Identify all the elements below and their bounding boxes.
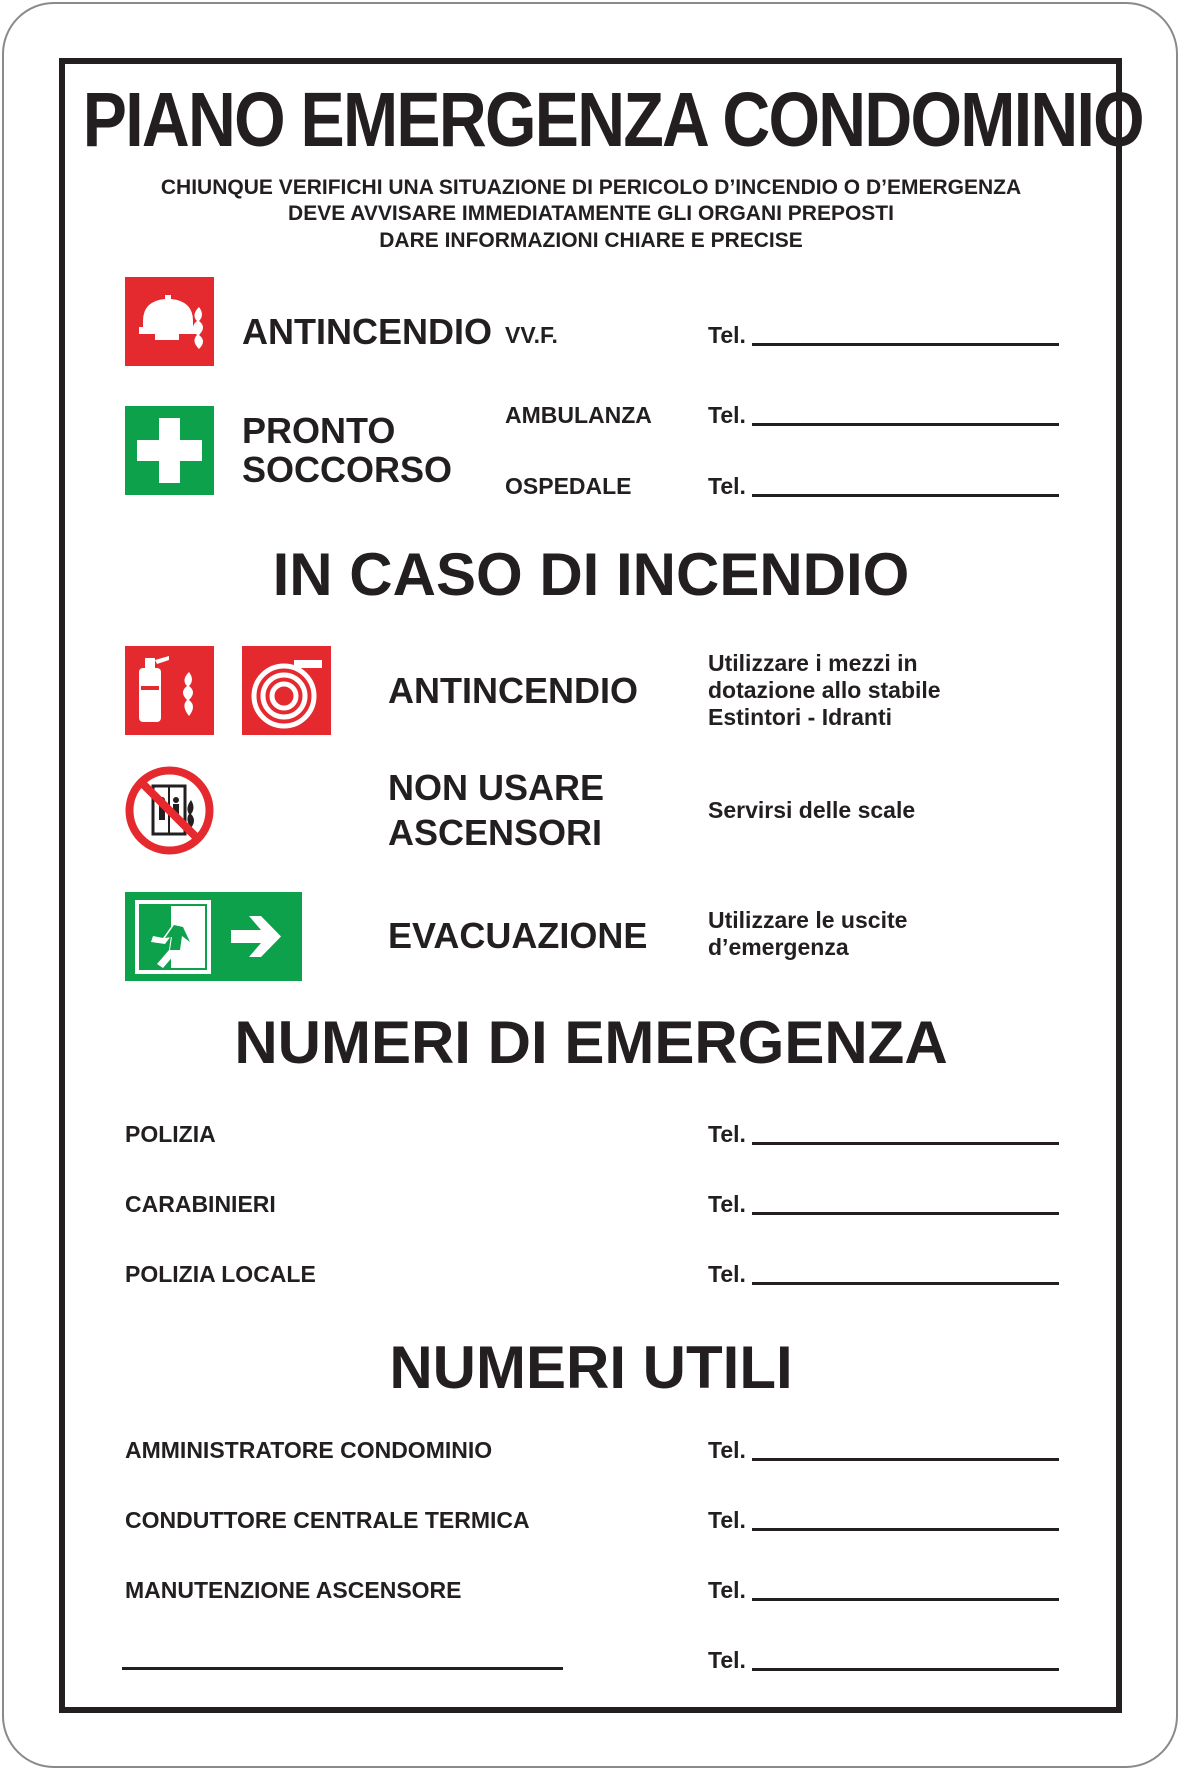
antincendio-label: ANTINCENDIO (242, 311, 492, 352)
ospedale-label: OSPEDALE (505, 473, 632, 499)
phone-blank-line (752, 1142, 1059, 1145)
pronto-label-line1: PRONTO (242, 410, 396, 451)
polizia-locale-label: POLIZIA LOCALE (125, 1261, 316, 1287)
conduttore-label: CONDUTTORE CENTRALE TERMICA (125, 1507, 530, 1533)
custom-entry-blank-line (122, 1667, 563, 1670)
tel-label: Tel. (708, 1121, 746, 1147)
ascensori-label-line2: ASCENSORI (388, 812, 603, 853)
fire-alarm-icon (125, 277, 214, 366)
ascensori-label-line1: NON USARE (388, 767, 605, 808)
carabinieri-label: CARABINIERI (125, 1191, 276, 1217)
polizia-label: POLIZIA (125, 1121, 216, 1147)
evacuazione-desc-1: Utilizzare le uscite (708, 907, 908, 933)
amministratore-label: AMMINISTRATORE CONDOMINIO (125, 1437, 493, 1463)
first-aid-icon (125, 406, 214, 495)
tel-label: Tel. (708, 1647, 746, 1673)
sign-frame (59, 58, 1143, 1713)
useful-numbers-title: NUMERI UTILI (389, 1334, 793, 1401)
manutenzione-label: MANUTENZIONE ASCENSORE (125, 1577, 462, 1603)
evacuazione-desc-2: d’emergenza (708, 934, 849, 960)
phone-blank-line (752, 1212, 1059, 1215)
intro-line-1: CHIUNQUE VERIFICHI UNA SITUAZIONE DI PERICOLO D’INCENDIO O D’EMERGENZA (160, 176, 1022, 199)
antincendio-desc-2: dotazione allo stabile (708, 677, 941, 703)
ascensori-desc: Servirsi delle scale (708, 797, 916, 823)
fire-extinguisher-icon (125, 646, 214, 735)
tel-label: Tel. (708, 1507, 746, 1533)
no-elevator-icon (125, 766, 214, 855)
tel-label: Tel. (708, 1191, 746, 1217)
page-title: PIANO EMERGENZA CONDOMINIO (82, 77, 1143, 163)
tel-label: Tel. (708, 473, 746, 499)
phone-blank-line (752, 1598, 1059, 1601)
tel-label: Tel. (708, 1261, 746, 1287)
tel-label: Tel. (708, 322, 746, 348)
phone-blank-line (752, 343, 1059, 346)
emergency-numbers-title: NUMERI DI EMERGENZA (234, 1009, 948, 1076)
intro-line-2: DEVE AVVISARE IMMEDIATAMENTE GLI ORGANI PREPOSTI (288, 202, 894, 225)
ambulanza-label: AMBULANZA (505, 402, 652, 428)
pronto-label-line2: SOCCORSO (242, 449, 453, 490)
vvf-label: VV.F. (505, 322, 558, 348)
phone-blank-line (752, 1528, 1059, 1531)
antincendio-desc-1: Utilizzare i mezzi in (708, 650, 918, 676)
emergency-exit-icon (125, 892, 302, 981)
phone-blank-line (752, 1668, 1059, 1671)
phone-blank-line (752, 1282, 1059, 1285)
fire-hose-icon (242, 646, 331, 735)
phone-blank-line (752, 1458, 1059, 1461)
antincendio-desc-3: Estintori - Idranti (708, 704, 892, 730)
phone-blank-line (752, 423, 1059, 426)
evacuazione-label: EVACUAZIONE (388, 915, 648, 956)
tel-label: Tel. (708, 1437, 746, 1463)
phone-blank-line (752, 494, 1059, 497)
antincendio-fire-label: ANTINCENDIO (388, 670, 638, 711)
intro-line-3: DARE INFORMAZIONI CHIARE E PRECISE (379, 229, 803, 252)
tel-label: Tel. (708, 402, 746, 428)
tel-label: Tel. (708, 1577, 746, 1603)
fire-section-title: IN CASO DI INCENDIO (272, 541, 910, 608)
